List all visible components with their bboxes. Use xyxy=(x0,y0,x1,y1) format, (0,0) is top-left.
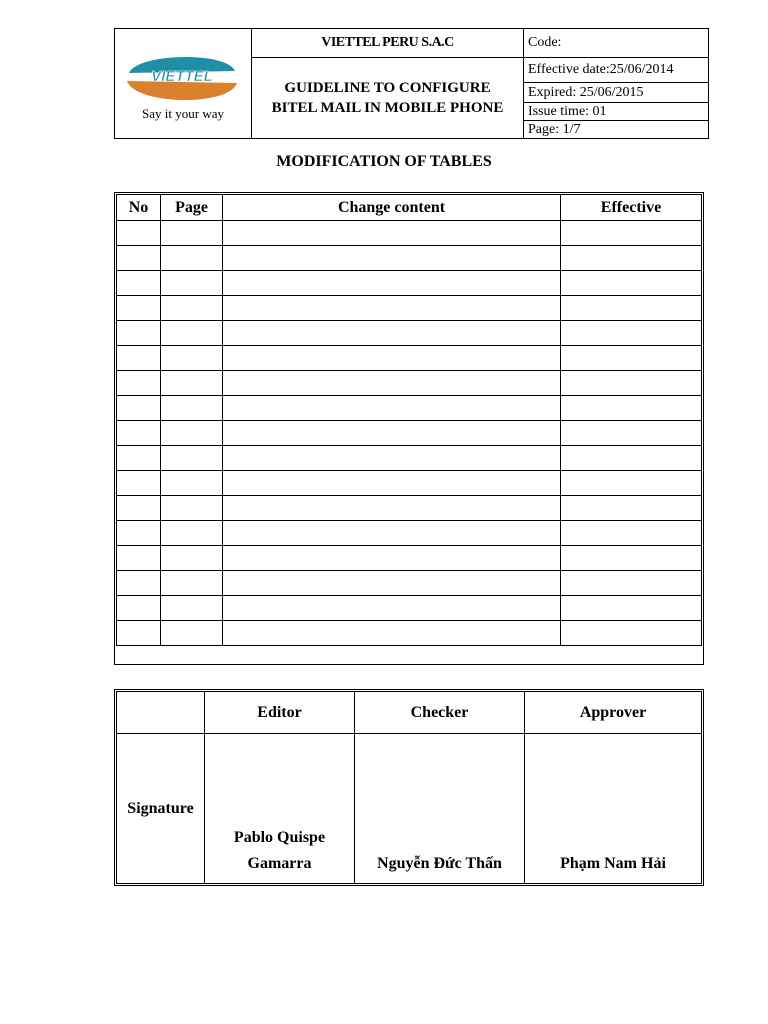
no-cell xyxy=(117,221,161,246)
section-title: MODIFICATION OF TABLES xyxy=(276,153,492,170)
page-cell xyxy=(161,446,223,471)
document-title xyxy=(252,58,524,139)
expired-date: Expired: 25/06/2015 xyxy=(524,83,709,103)
table-row xyxy=(117,446,702,471)
table-row xyxy=(117,271,702,296)
page-cell xyxy=(161,246,223,271)
column-header-editor: Editor xyxy=(205,692,355,734)
change-content-cell xyxy=(223,271,561,296)
signature-row-label: Signature xyxy=(117,734,205,884)
column-header-change-content: Change content xyxy=(223,195,561,221)
code-field: Code: xyxy=(524,29,709,58)
change-content-cell xyxy=(223,521,561,546)
effective-cell xyxy=(561,371,702,396)
page-cell xyxy=(161,621,223,646)
page-cell xyxy=(161,471,223,496)
page-cell xyxy=(161,421,223,446)
table-row xyxy=(117,546,702,571)
no-cell xyxy=(117,621,161,646)
page-cell xyxy=(161,396,223,421)
editor-name-line1: Pablo Quispe xyxy=(233,829,326,846)
effective-cell xyxy=(561,496,702,521)
effective-cell xyxy=(561,471,702,496)
signature-row xyxy=(117,734,702,884)
modification-table-frame xyxy=(114,192,704,665)
effective-date: Effective date:25/06/2014 xyxy=(524,58,709,83)
no-cell xyxy=(117,471,161,496)
change-content-cell xyxy=(223,446,561,471)
table-row xyxy=(117,321,702,346)
table-row xyxy=(117,371,702,396)
page-cell xyxy=(161,346,223,371)
effective-cell xyxy=(561,421,702,446)
signature-table-frame xyxy=(114,689,704,886)
logo-cell xyxy=(115,29,252,139)
table-row xyxy=(117,296,702,321)
viettel-logo xyxy=(125,51,239,107)
change-content-cell xyxy=(223,396,561,421)
approver-signature-cell xyxy=(525,734,702,884)
effective-cell xyxy=(561,596,702,621)
change-content-cell xyxy=(223,621,561,646)
no-cell xyxy=(117,496,161,521)
effective-cell xyxy=(561,396,702,421)
column-header-page: Page xyxy=(161,195,223,221)
effective-cell xyxy=(561,571,702,596)
no-cell xyxy=(117,396,161,421)
no-cell xyxy=(117,546,161,571)
no-cell xyxy=(117,521,161,546)
page-cell xyxy=(161,596,223,621)
document-title-line1: GUIDELINE TO CONFIGURE xyxy=(284,80,491,96)
effective-cell xyxy=(561,246,702,271)
change-content-cell xyxy=(223,346,561,371)
effective-cell xyxy=(561,221,702,246)
change-content-cell xyxy=(223,321,561,346)
page-cell xyxy=(161,321,223,346)
signature-table xyxy=(116,691,702,884)
document-header xyxy=(114,28,709,139)
signature-header-row xyxy=(117,692,702,734)
change-content-cell xyxy=(223,546,561,571)
page-cell xyxy=(161,571,223,596)
column-header-no: No xyxy=(117,195,161,221)
effective-cell xyxy=(561,321,702,346)
approver-name: Phạm Nam Hải xyxy=(560,855,666,872)
document-title-line2: BITEL MAIL IN MOBILE PHONE xyxy=(271,100,504,116)
effective-cell xyxy=(561,296,702,321)
issue-time: Issue time: 01 xyxy=(524,103,709,121)
table-header-row xyxy=(117,195,702,221)
table-row xyxy=(117,246,702,271)
page-cell xyxy=(161,221,223,246)
signature-corner-cell xyxy=(117,692,205,734)
no-cell xyxy=(117,571,161,596)
table-row xyxy=(117,496,702,521)
page-cell xyxy=(161,521,223,546)
column-header-approver: Approver xyxy=(525,692,702,734)
effective-cell xyxy=(561,546,702,571)
change-content-cell xyxy=(223,246,561,271)
page-cell xyxy=(161,371,223,396)
no-cell xyxy=(117,321,161,346)
column-header-checker: Checker xyxy=(355,692,525,734)
effective-cell xyxy=(561,346,702,371)
change-content-cell xyxy=(223,496,561,521)
modification-table-body xyxy=(117,221,702,646)
editor-signature-cell xyxy=(205,734,355,884)
table-row xyxy=(117,221,702,246)
effective-cell xyxy=(561,271,702,296)
page-number: Page: 1/7 xyxy=(524,121,709,139)
checker-signature-cell xyxy=(355,734,525,884)
table-row xyxy=(117,596,702,621)
table-row xyxy=(117,346,702,371)
effective-cell xyxy=(561,521,702,546)
no-cell xyxy=(117,296,161,321)
page-cell xyxy=(161,296,223,321)
table-row xyxy=(117,471,702,496)
change-content-cell xyxy=(223,471,561,496)
company-name: VIETTEL PERU S.A.C xyxy=(252,29,524,58)
no-cell xyxy=(117,346,161,371)
change-content-cell xyxy=(223,421,561,446)
slogan: Say it your way xyxy=(142,106,224,121)
logo-text: VIETTEL xyxy=(151,68,213,85)
modification-table xyxy=(116,194,702,646)
effective-cell xyxy=(561,621,702,646)
no-cell xyxy=(117,371,161,396)
page-cell xyxy=(161,496,223,521)
change-content-cell xyxy=(223,371,561,396)
no-cell xyxy=(117,246,161,271)
table-row xyxy=(117,521,702,546)
table-row xyxy=(117,621,702,646)
no-cell xyxy=(117,271,161,296)
table-row xyxy=(117,571,702,596)
change-content-cell xyxy=(223,221,561,246)
column-header-effective: Effective xyxy=(561,195,702,221)
no-cell xyxy=(117,596,161,621)
no-cell xyxy=(117,446,161,471)
effective-cell xyxy=(561,446,702,471)
no-cell xyxy=(117,421,161,446)
change-content-cell xyxy=(223,296,561,321)
page-cell xyxy=(161,271,223,296)
checker-name: Nguyễn Đức Thấn xyxy=(377,855,502,872)
page-cell xyxy=(161,546,223,571)
change-content-cell xyxy=(223,596,561,621)
change-content-cell xyxy=(223,571,561,596)
table-row xyxy=(117,396,702,421)
table-row xyxy=(117,421,702,446)
editor-name-line2: Gamarra xyxy=(247,855,312,872)
